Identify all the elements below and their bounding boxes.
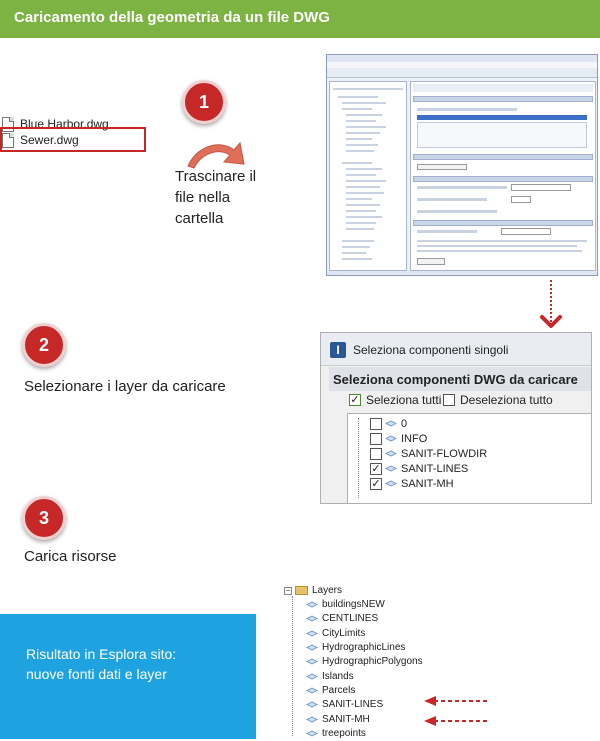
site-explorer-layers-tree <box>284 583 544 739</box>
layer-name: HydrographicLines <box>322 642 406 653</box>
layer-item[interactable] <box>306 611 378 626</box>
layer-icon <box>306 601 318 608</box>
layer-name: SANIT-FLOWDIR <box>401 447 488 460</box>
step-1-badge: 1 <box>182 80 226 124</box>
layer-icon <box>306 716 318 723</box>
layer-checkbox[interactable] <box>370 448 382 460</box>
layer-icon <box>385 480 397 487</box>
step-3-label: Carica risorse <box>24 548 117 565</box>
layer-name: CENTLINES <box>322 613 379 624</box>
layer-item[interactable] <box>306 597 385 612</box>
step-1-label <box>175 166 256 229</box>
layer-item-info[interactable] <box>370 431 427 446</box>
layer-name: SANIT-MH <box>322 714 370 725</box>
mini-titlebar <box>327 55 597 62</box>
layer-icon <box>306 673 318 680</box>
step-2-badge: 2 <box>22 323 66 367</box>
layer-name: SANIT-LINES <box>401 462 469 475</box>
layer-item-sanit-lines[interactable] <box>370 461 468 476</box>
layer-checkbox[interactable] <box>370 433 382 445</box>
layers-folder-label: Layers <box>312 585 343 596</box>
layer-checkbox[interactable]: ✓ <box>371 462 381 475</box>
checkbox-icon: ✓ <box>350 394 360 406</box>
layer-tree <box>347 413 592 504</box>
layer-icon <box>306 615 318 622</box>
layer-item-sanit-flowdir[interactable] <box>370 446 487 461</box>
select-all-label: Seleziona tutti <box>366 393 442 407</box>
mini-site-explorer <box>329 81 407 271</box>
layer-name: CityLimits <box>322 628 366 639</box>
layer-checkbox[interactable] <box>370 418 382 430</box>
select-all-button[interactable] <box>349 393 441 407</box>
layer-name: SANIT-LINES <box>322 699 384 710</box>
app-screenshot-thumbnail <box>326 54 598 276</box>
collapse-icon[interactable]: − <box>285 585 291 595</box>
layer-name: 0 <box>401 417 408 430</box>
highlight-arrow-icon <box>424 716 490 726</box>
page-title: Caricamento della geometria da un file DWG <box>14 9 330 26</box>
sewer-file-highlight <box>0 127 146 152</box>
deselect-all-label: Deseleziona tutto <box>460 393 553 407</box>
layer-name: treepoints <box>322 728 366 739</box>
layer-icon <box>306 658 318 665</box>
layer-item-0[interactable] <box>370 416 407 431</box>
layer-icon <box>385 465 397 472</box>
layer-item-sanit-mh[interactable] <box>370 476 454 491</box>
file-name: Blue Harbor.dwg <box>20 117 109 131</box>
mini-connect-panel <box>410 81 596 271</box>
dialog-title: Seleziona componenti singoli <box>353 343 509 357</box>
layer-icon <box>385 450 397 457</box>
step-1-label-line-3: cartella <box>175 210 224 227</box>
layer-name: HydrographicPolygons <box>322 656 423 667</box>
select-components-dialog <box>320 332 592 504</box>
step-1-label-line-2: file nella <box>175 189 231 206</box>
tree-connector <box>292 596 293 736</box>
step-1-label-line-1: Trascinare il <box>175 168 257 185</box>
app-icon: I <box>330 342 346 358</box>
layer-item-sanit-lines[interactable] <box>306 697 383 712</box>
layer-name: Islands <box>322 671 354 682</box>
mini-statusbar <box>327 271 597 276</box>
layer-item[interactable] <box>306 640 405 655</box>
layers-folder[interactable] <box>284 583 342 598</box>
deselect-all-button[interactable] <box>443 393 553 407</box>
dialog-heading: Seleziona componenti DWG da caricare <box>333 372 578 387</box>
layer-item[interactable] <box>306 654 423 669</box>
layer-icon <box>306 644 318 651</box>
layer-name: buildingsNEW <box>322 599 385 610</box>
layer-item-sanit-mh[interactable] <box>306 712 370 727</box>
result-line-2: nuove fonti dati e layer <box>26 666 167 682</box>
highlight-arrow-icon <box>424 696 490 706</box>
layer-icon <box>306 701 318 708</box>
mini-toolbar <box>327 68 597 78</box>
step-2-label: Selezionare i layer da caricare <box>24 378 226 395</box>
file-name: Sewer.dwg <box>20 133 79 147</box>
result-line-1: Risultato in Esplora sito: <box>26 646 177 662</box>
layer-name: INFO <box>401 432 428 445</box>
layer-name: Parcels <box>322 685 356 696</box>
step-3-badge: 3 <box>22 496 66 540</box>
result-text <box>26 644 246 684</box>
tree-connector <box>358 418 368 498</box>
layer-checkbox[interactable]: ✓ <box>371 477 381 490</box>
chevron-down-icon <box>540 314 562 330</box>
layer-icon <box>306 730 318 737</box>
layer-item[interactable] <box>306 669 354 684</box>
layer-name: SANIT-MH <box>401 477 454 490</box>
checkbox-icon <box>443 394 455 406</box>
layer-icon <box>385 420 397 427</box>
curved-arrow-icon <box>184 134 250 170</box>
folder-icon <box>295 586 308 595</box>
layer-icon <box>306 630 318 637</box>
layer-icon <box>385 435 397 442</box>
layer-item[interactable] <box>306 626 365 641</box>
layer-item[interactable] <box>306 683 355 698</box>
layer-icon <box>306 687 318 694</box>
